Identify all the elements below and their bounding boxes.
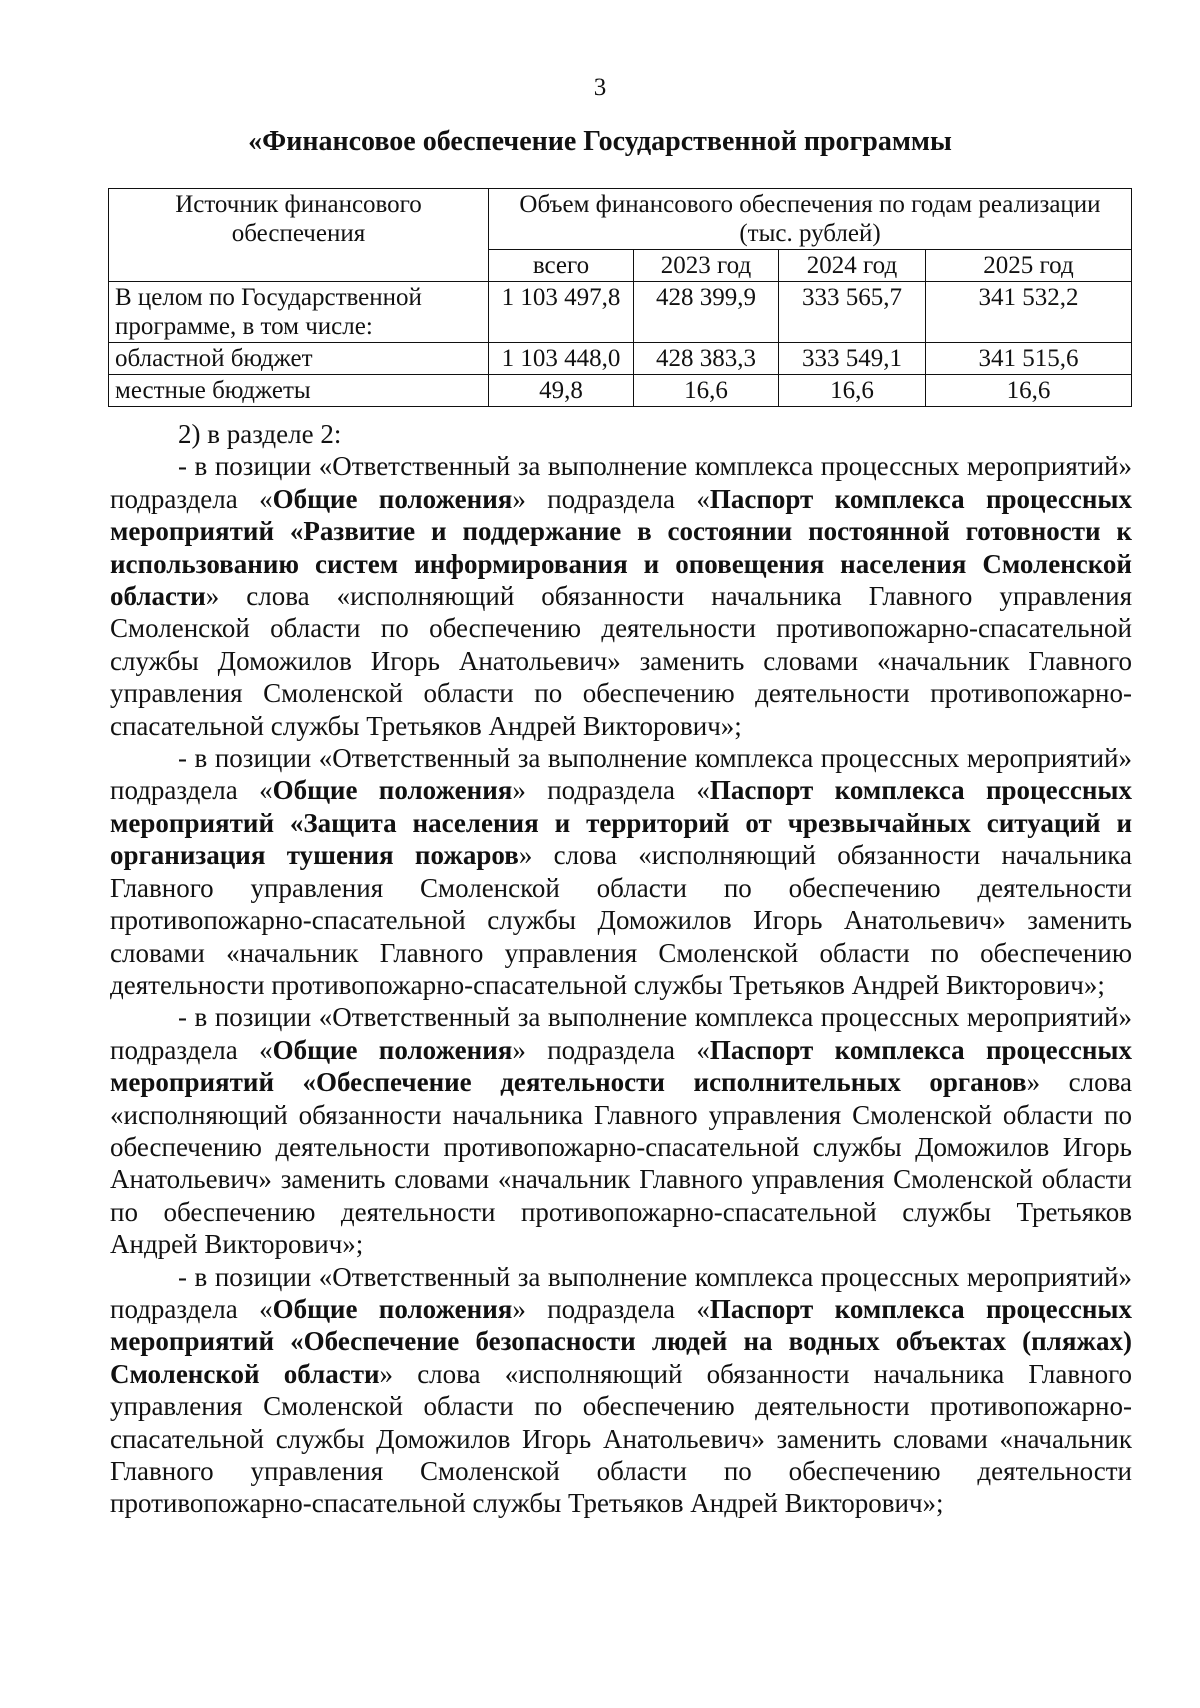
amendment-paragraph: [110, 1001, 1132, 1260]
paragraph-text: » слова «исполняющий обязанности начальника Главного управления Смоленской области по обеспечению деятельности противопожарно-спасательной службы Доможилов Игорь Анатольевич» заменить словами «начальник Главного управления Смоленской области по обеспечению деятельности противопожарно-спасательной службы Третьяков Андрей Викторович»;: [110, 1358, 1132, 1519]
paragraph-text: » слова «исполняющий обязанности начальника Главного управления Смоленской области по обеспечению деятельности противопожарно-спасательной службы Доможилов Игорь Анатольевич» заменить словами «начальник Главного управления Смоленской области по обеспечению деятельности противопожарно-спасательной службы Третьяков Андрей Викторович»;: [110, 840, 1132, 1000]
column-header: 2025 год: [926, 250, 1132, 282]
paragraph-text: » слова «исполняющий обязанности начальника Главного управления Смоленской области по обеспечению деятельности противопожарно-спасательной службы Доможилов Игорь Анатольевич» заменить словами «начальник Главного управления Смоленской области по обеспечению деятельности противопожарно-спасательной службы Третьяков Андрей Викторович»;: [110, 581, 1132, 741]
row-value: 428 383,3: [634, 343, 779, 375]
row-value: 1 103 497,8: [489, 282, 634, 343]
amendment-paragraph: [110, 450, 1132, 742]
document-body: [110, 418, 1132, 1520]
table-row: [109, 282, 1132, 343]
table-row: [109, 375, 1132, 407]
row-source: областной бюджет: [109, 343, 489, 375]
paragraph-text: - в позиции «Ответственный за выполнение комплекса процессных мероприятий» подраздела «: [110, 1002, 1132, 1065]
page-number: 3: [593, 74, 607, 101]
section-heading: «Финансовое обеспечение Государственной программы: [248, 126, 952, 157]
row-value: 428 399,9: [634, 282, 779, 343]
table-row: [109, 343, 1132, 375]
item-2-heading: 2) в разделе 2:: [178, 419, 342, 449]
paragraph-bold: Общие положения: [272, 775, 513, 806]
table-header-row: [109, 189, 1132, 250]
financing-table: [108, 188, 1132, 407]
row-value: 1 103 448,0: [489, 343, 634, 375]
paragraph-text: » подраздела «: [512, 483, 710, 514]
row-value: 333 565,7: [779, 282, 926, 343]
column-header: 2024 год: [779, 250, 926, 282]
row-source: местные бюджеты: [109, 375, 489, 407]
paragraph-bold: Паспорт комплекса процессных мероприятий «Защита населения и территорий от чрезвычайных ситуаций и организация тушения пожаров: [110, 775, 1132, 871]
row-value: 333 549,1: [779, 343, 926, 375]
row-value: 16,6: [779, 375, 926, 407]
header-source: Источник финансового обеспечения: [109, 189, 489, 282]
paragraph-text: » подраздела «: [512, 775, 710, 806]
paragraph-bold: Паспорт комплекса процессных мероприятий «Развитие и поддержание в состоянии постоянной готовности к использованию систем информирования и оповещения населения Смоленской области: [110, 483, 1132, 612]
paragraph-text: - в позиции «Ответственный за выполнение комплекса процессных мероприятий» подраздела «: [110, 1261, 1132, 1324]
column-header: всего: [489, 250, 634, 282]
row-value: 341 532,2: [926, 282, 1132, 343]
amendment-paragraph: [110, 1261, 1132, 1520]
paragraph-bold: Общие положения: [272, 483, 513, 514]
paragraph-bold: Паспорт комплекса процессных мероприятий «Обеспечение безопасности людей на водных объектах (пляжах) Смоленской области: [110, 1293, 1132, 1389]
paragraph-text: » слова «исполняющий обязанности начальника Главного управления Смоленской области по обеспечению деятельности противопожарно-спасательной службы Доможилов Игорь Анатольевич» заменить словами «начальник Главного управления Смоленской области по обеспечению деятельности противопожарно-спасательной службы Третьяков Андрей Викторович»;: [110, 1067, 1132, 1260]
paragraph-text: - в позиции «Ответственный за выполнение комплекса процессных мероприятий» подраздела «: [110, 451, 1132, 514]
paragraph-bold: Общие положения: [272, 1293, 513, 1324]
paragraph-text: - в позиции «Ответственный за выполнение комплекса процессных мероприятий» подраздела «: [110, 743, 1132, 806]
row-value: 49,8: [489, 375, 634, 407]
paragraph-text: » подраздела «: [512, 1293, 710, 1324]
paragraph-text: » подраздела «: [512, 1034, 710, 1065]
row-value: 341 515,6: [926, 343, 1132, 375]
row-value: 16,6: [926, 375, 1132, 407]
paragraph-bold: Общие положения: [272, 1034, 513, 1065]
paragraph-bold: Паспорт комплекса процессных мероприятий «Обеспечение деятельности исполнительных органов: [110, 1034, 1132, 1098]
header-volume: Объем финансового обеспечения по годам реализации (тыс. рублей): [489, 189, 1132, 250]
amendment-paragraph: [110, 742, 1132, 1001]
row-value: 16,6: [634, 375, 779, 407]
column-header: 2023 год: [634, 250, 779, 282]
row-source: В целом по Государственной программе, в том числе:: [109, 282, 489, 343]
